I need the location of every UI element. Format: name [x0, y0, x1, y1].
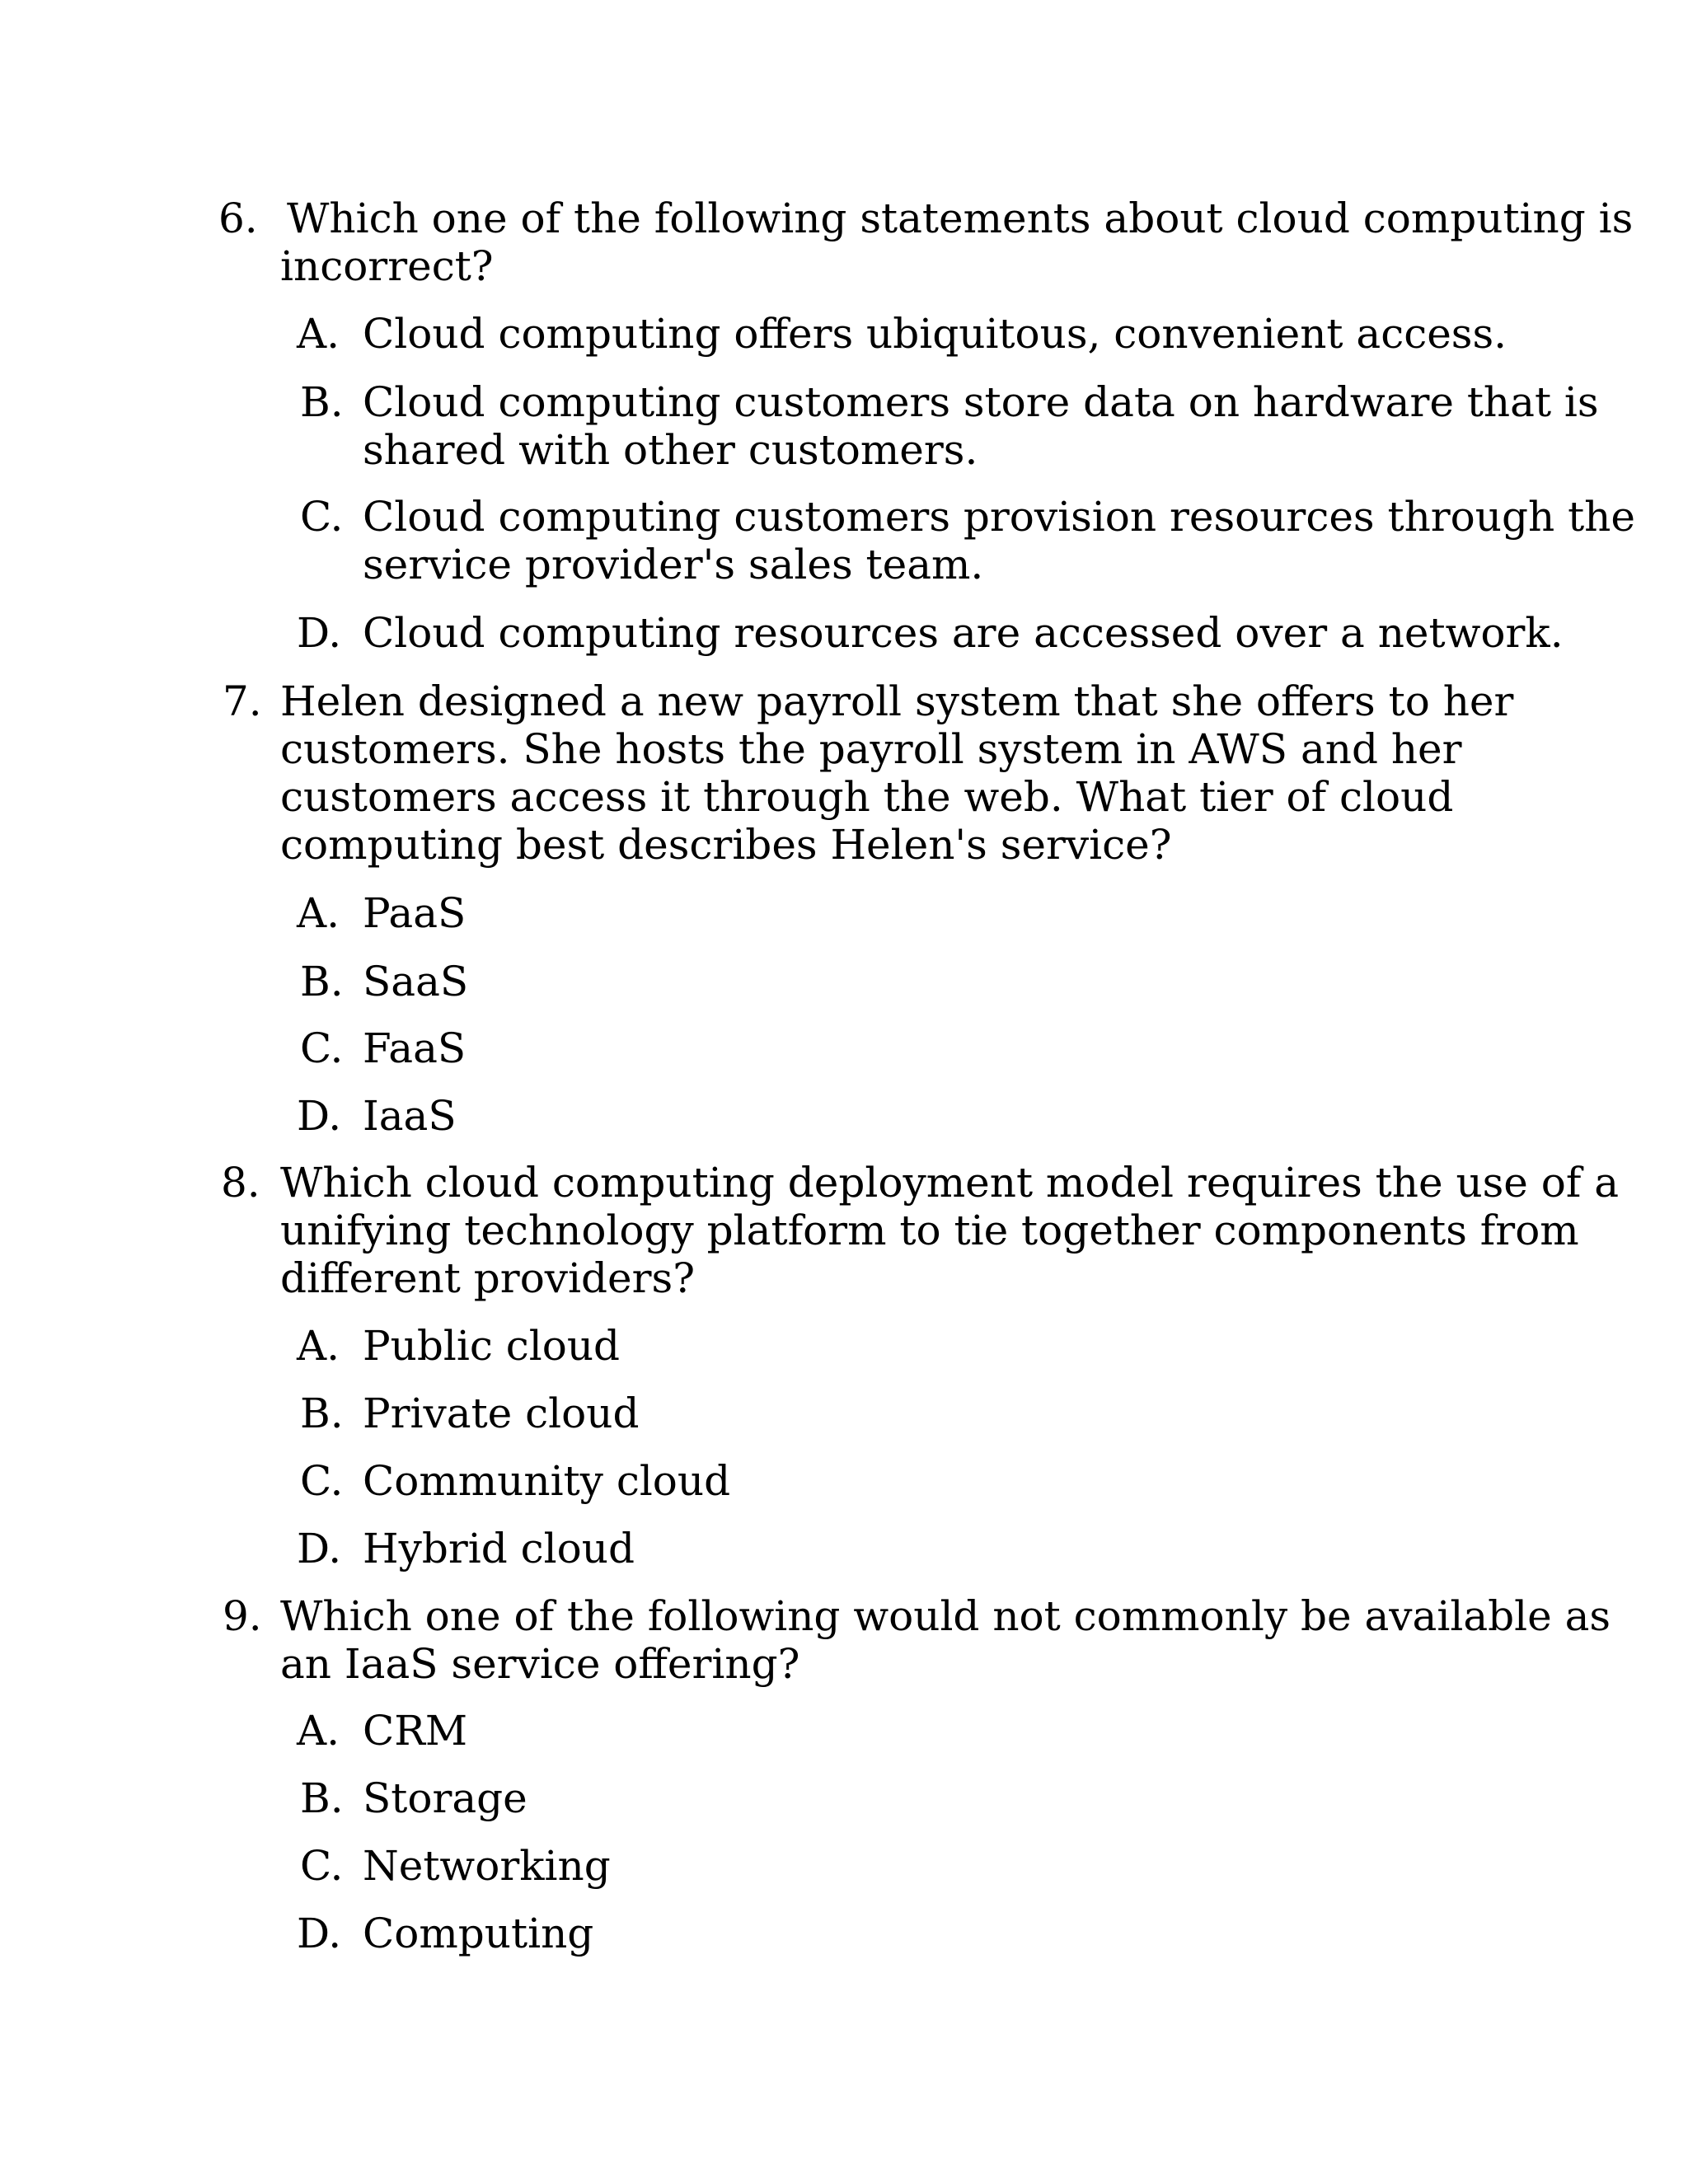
option-letter: B.: [300, 1774, 344, 1822]
option-text: [363, 1092, 457, 1140]
question-text-line: Which cloud computing deployment model requires the use of a: [280, 1159, 1620, 1207]
option-text-line: PaaS: [363, 889, 467, 937]
option-text-line: Hybrid cloud: [363, 1525, 635, 1572]
option-text: [363, 1774, 528, 1822]
option-text-line: Private cloud: [363, 1390, 640, 1437]
option-text-line: Storage: [363, 1774, 528, 1822]
option-text: [363, 889, 466, 937]
question-number: 6.: [218, 194, 258, 242]
question-text-line: Which one of the following statements about cloud computing is: [287, 194, 1634, 242]
option-letter: B.: [300, 958, 344, 1005]
option-text: [363, 378, 1599, 474]
option-text-line: SaaS: [363, 958, 469, 1005]
option-letter: D.: [297, 1910, 342, 1957]
option-letter: C.: [300, 1842, 344, 1890]
option-text-line: Cloud computing customers store data on hardware that is: [363, 378, 1599, 426]
option-letter: A.: [297, 1322, 340, 1370]
option-letter: C.: [300, 493, 344, 541]
question-text-line: incorrect?: [280, 242, 494, 290]
option-letter: B.: [300, 1390, 344, 1437]
question-text-line: computing best describes Helen's service?: [280, 821, 1172, 869]
option-text: [363, 1707, 467, 1755]
option-text: [363, 1457, 730, 1505]
question-text: [280, 1159, 1619, 1302]
option-text-line: IaaS: [363, 1092, 457, 1140]
question-text: [280, 1592, 1611, 1688]
option-text-line: Cloud computing resources are accessed over a network.: [363, 609, 1564, 657]
option-letter: D.: [297, 609, 342, 657]
option-letter: D.: [297, 1092, 342, 1140]
question-number: 8.: [221, 1159, 260, 1207]
question-text-line: customers. She hosts the payroll system in AWS and her: [280, 725, 1462, 773]
option-text-line: service provider's sales team.: [363, 541, 984, 588]
option-letter: A.: [297, 1707, 340, 1755]
option-text-line: Computing: [363, 1910, 594, 1957]
question-text-line: Helen designed a new payroll system that she offers to her: [280, 677, 1514, 725]
option-text: [363, 1525, 635, 1572]
question-text: [287, 194, 1633, 242]
option-letter: D.: [297, 1525, 342, 1572]
option-text-line: Cloud computing customers provision resources through the: [363, 493, 1635, 541]
question-number: 9.: [223, 1592, 262, 1640]
option-text: [363, 493, 1635, 588]
option-letter: A.: [297, 889, 340, 937]
question-text: [280, 677, 1513, 869]
option-text: [363, 310, 1507, 358]
question-text-line: customers access it through the web. What tier of cloud: [280, 773, 1454, 821]
option-text-line: FaaS: [363, 1024, 467, 1072]
option-text: [363, 1842, 611, 1890]
option-text-line: Cloud computing offers ubiquitous, convenient access.: [363, 310, 1507, 358]
option-text-line: shared with other customers.: [363, 426, 978, 474]
option-text: [363, 1910, 593, 1957]
question-text: [280, 242, 494, 290]
option-text: [363, 1024, 466, 1072]
question-text-line: an IaaS service offering?: [280, 1640, 800, 1688]
option-text: [363, 958, 468, 1005]
option-text-line: Public cloud: [363, 1322, 621, 1370]
option-text-line: Networking: [363, 1842, 611, 1890]
option-text-line: CRM: [363, 1707, 468, 1755]
question-number: 7.: [223, 677, 262, 725]
option-letter: A.: [297, 310, 340, 358]
option-text: [363, 1390, 639, 1437]
option-text: [363, 1322, 620, 1370]
question-text-line: Which one of the following would not commonly be available as: [280, 1592, 1611, 1640]
option-text-line: Community cloud: [363, 1457, 731, 1505]
option-letter: C.: [300, 1024, 344, 1072]
option-text: [363, 609, 1564, 657]
question-text-line: unifying technology platform to tie together components from: [280, 1207, 1579, 1254]
option-letter: B.: [300, 378, 344, 426]
question-text-line: different providers?: [280, 1254, 696, 1302]
option-letter: C.: [300, 1457, 344, 1505]
